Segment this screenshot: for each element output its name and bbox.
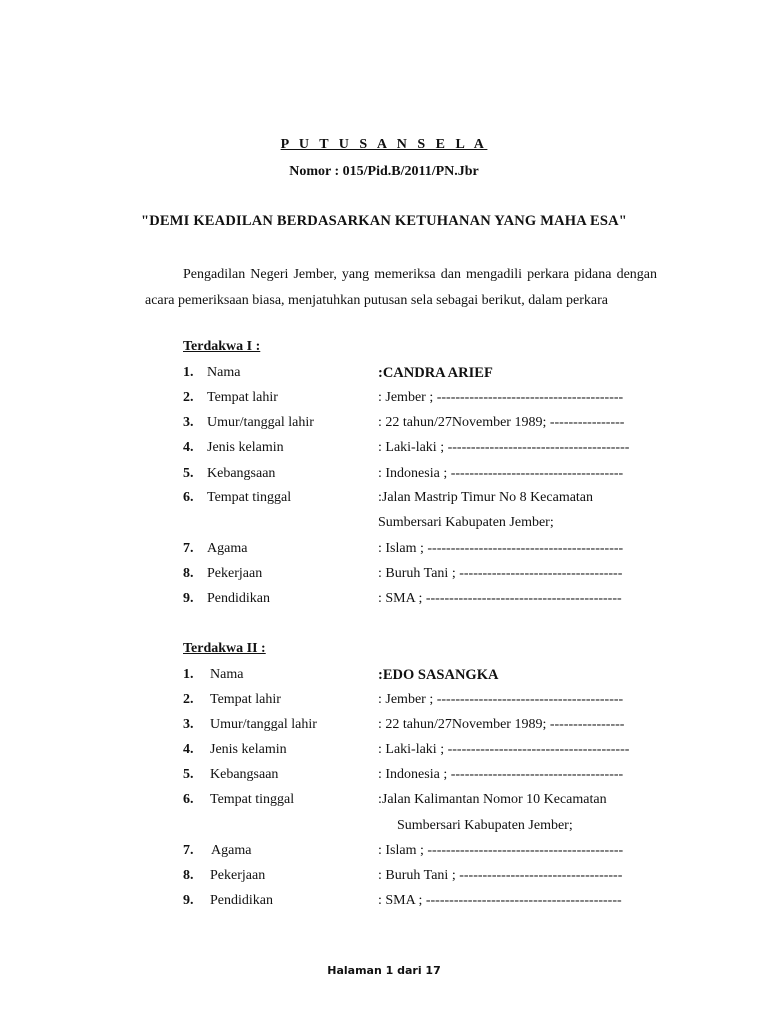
- terdakwa-1-row: [0, 365, 768, 389]
- terdakwa-2-heading: Terdakwa II :: [183, 641, 266, 656]
- row-value: : Islam ; ------------------------------------------: [378, 541, 624, 556]
- row-value: : Indonesia ; -------------------------------------: [378, 466, 624, 481]
- row-label: Tempat tinggal: [210, 792, 295, 807]
- row-number: 6.: [183, 792, 194, 807]
- address-continuation: Sumbersari Kabupaten Jember;: [397, 818, 573, 833]
- intro-text: Pengadilan Negeri Jember, yang memeriksa dan mengadili perkara pidana dengan acara pemeriksaan biasa, menjatuhkan putusan sela sebagai berikut, dalam perkara: [145, 267, 657, 308]
- address-continuation: Sumbersari Kabupaten Jember;: [378, 515, 554, 530]
- row-label: Tempat lahir: [207, 390, 278, 405]
- row-number: 5.: [183, 767, 194, 782]
- row-label: Umur/tanggal lahir: [210, 717, 317, 732]
- row-label: Pekerjaan: [207, 566, 263, 581]
- page-footer: Halaman 1 dari 17: [327, 964, 441, 977]
- row-label: Tempat lahir: [210, 692, 281, 707]
- row-label: Pendidikan: [207, 591, 270, 606]
- row-number: 9.: [183, 591, 194, 606]
- row-number: 1.: [183, 365, 194, 380]
- terdakwa-1-row: [0, 566, 768, 590]
- intro-paragraph: [145, 262, 657, 313]
- row-number: 7.: [183, 541, 194, 556]
- row-label: Tempat tinggal: [207, 490, 292, 505]
- row-value: : SMA ; ------------------------------------------: [378, 893, 622, 908]
- row-value: : 22 tahun/27November 1989; ----------------: [378, 415, 625, 430]
- row-value: :CANDRA ARIEF: [378, 365, 493, 381]
- terdakwa-2-row: [0, 717, 768, 741]
- row-label: Agama: [207, 541, 248, 556]
- row-label: Kebangsaan: [207, 466, 276, 481]
- row-value: : Jember ; ----------------------------------------: [378, 390, 624, 405]
- row-value: : Buruh Tani ; -----------------------------------: [378, 868, 623, 883]
- terdakwa-2-row: [0, 692, 768, 716]
- terdakwa-2-row: [0, 792, 768, 816]
- row-value: :Jalan Mastrip Timur No 8 Kecamatan: [378, 490, 594, 505]
- court-motto: "DEMI KEADILAN BERDASARKAN KETUHANAN YANG MAHA ESA": [140, 213, 628, 229]
- row-value: :Jalan Kalimantan Nomor 10 Kecamatan: [378, 792, 607, 807]
- row-label: Pendidikan: [210, 893, 273, 908]
- row-number: 8.: [183, 868, 194, 883]
- row-value: : 22 tahun/27November 1989; ----------------: [378, 717, 625, 732]
- row-value: : Buruh Tani ; -----------------------------------: [378, 566, 623, 581]
- terdakwa-1-row: [0, 390, 768, 414]
- terdakwa-1-row: [0, 415, 768, 439]
- terdakwa-2-row: [0, 843, 768, 867]
- row-number: 4.: [183, 440, 194, 455]
- terdakwa-2-row: [0, 742, 768, 766]
- row-number: 6.: [183, 490, 194, 505]
- row-number: 3.: [183, 717, 194, 732]
- row-number: 7.: [183, 843, 194, 858]
- row-value: :EDO SASANGKA: [378, 667, 499, 683]
- row-number: 2.: [183, 390, 194, 405]
- row-label: Jenis kelamin: [207, 440, 284, 455]
- row-label: Nama: [210, 667, 244, 682]
- row-label: Umur/tanggal lahir: [207, 415, 314, 430]
- terdakwa-1-row: [0, 490, 768, 514]
- case-number: Nomor : 015/Pid.B/2011/PN.Jbr: [289, 164, 479, 179]
- row-label: Kebangsaan: [210, 767, 279, 782]
- row-number: 1.: [183, 667, 194, 682]
- document-title: P U T U S A N S E L A: [280, 137, 488, 152]
- row-number: 8.: [183, 566, 194, 581]
- terdakwa-1-heading: Terdakwa I :: [183, 339, 261, 354]
- row-value: : SMA ; ------------------------------------------: [378, 591, 622, 606]
- row-number: 3.: [183, 415, 194, 430]
- row-number: 5.: [183, 466, 194, 481]
- terdakwa-2-row: [0, 868, 768, 892]
- row-value: : Islam ; ------------------------------------------: [378, 843, 624, 858]
- row-label: Nama: [207, 365, 241, 380]
- terdakwa-2-row: [0, 767, 768, 791]
- row-label: Jenis kelamin: [210, 742, 287, 757]
- row-label: Agama: [211, 843, 252, 858]
- terdakwa-1-row: [0, 466, 768, 490]
- row-label: Pekerjaan: [210, 868, 266, 883]
- terdakwa-1-row: [0, 440, 768, 464]
- terdakwa-2-row: [0, 893, 768, 917]
- row-value: : Indonesia ; -------------------------------------: [378, 767, 624, 782]
- row-value: : Laki-laki ; ---------------------------------------: [378, 440, 630, 455]
- terdakwa-2-row: [0, 667, 768, 691]
- row-value: : Jember ; ----------------------------------------: [378, 692, 624, 707]
- terdakwa-1-row: [0, 541, 768, 565]
- row-number: 2.: [183, 692, 194, 707]
- row-number: 9.: [183, 893, 194, 908]
- row-number: 4.: [183, 742, 194, 757]
- row-value: : Laki-laki ; ---------------------------------------: [378, 742, 630, 757]
- terdakwa-1-row: [0, 591, 768, 615]
